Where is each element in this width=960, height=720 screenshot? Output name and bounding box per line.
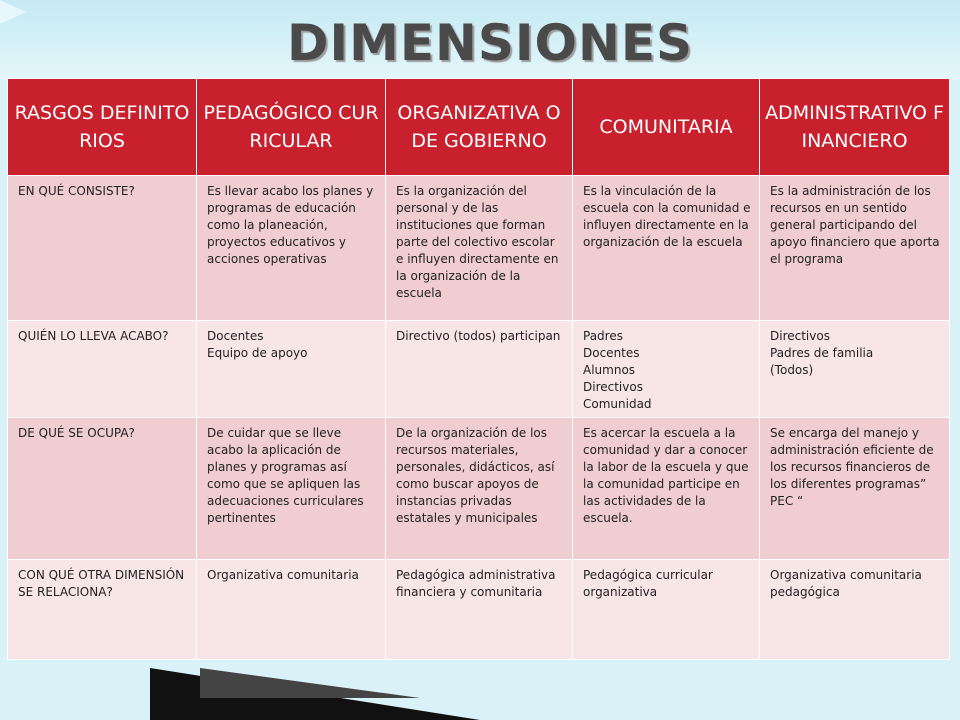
table-cell <box>760 321 950 418</box>
bottom-ribbon-decoration <box>200 668 420 698</box>
cell-line: Padres <box>583 329 623 343</box>
cell-line: Comunidad <box>583 397 652 411</box>
dimensions-table <box>7 78 950 660</box>
cell-line: Docentes <box>207 329 264 343</box>
row-label: CON QUÉ OTRA DIMENSIÓN SE RELACIONA? <box>8 560 197 660</box>
table-row <box>8 321 950 418</box>
slide-title: DIMENSIONES <box>287 14 693 72</box>
table-cell: Es la organización del personal y de las instituciones que forman parte del colectivo escolar e influyen directamente en la organización de la escuela <box>386 176 573 321</box>
cell-line: Docentes <box>583 346 640 360</box>
table-cell: Organizativa comunitaria pedagógica <box>760 560 950 660</box>
table-row <box>8 560 950 660</box>
row-label: DE QUÉ SE OCUPA? <box>8 418 197 560</box>
row-label: EN QUÉ CONSISTE? <box>8 176 197 321</box>
header-organizativa: ORGANIZATIVA O DE GOBIERNO <box>386 79 573 176</box>
header-pedagogico: PEDAGÓGICO CURRICULAR <box>197 79 386 176</box>
table-cell: Es la vinculación de la escuela con la comunidad e influyen directamente en la organización de la escuela <box>573 176 760 321</box>
table-cell: Es la administración de los recursos en un sentido general participando del apoyo financiero que aporta el programa <box>760 176 950 321</box>
cell-line: Equipo de apoyo <box>207 346 308 360</box>
table-cell: De cuidar que se lleve acabo la aplicación de planes y programas así como que se apliquen las adecuaciones curriculares pertinentes <box>197 418 386 560</box>
table-cell <box>197 321 386 418</box>
table-cell: Es llevar acabo los planes y programas de educación como la planeación, proyectos educativos y acciones operativas <box>197 176 386 321</box>
cell-line: (Todos) <box>770 363 814 377</box>
table-cell: Se encarga del manejo y administración eficiente de los recursos financieros de los diferentes programas” PEC “ <box>760 418 950 560</box>
table-cell: Es acercar la escuela a la comunidad y dar a conocer la labor de la escuela y que la comunidad participe en las actividades de la escuela. <box>573 418 760 560</box>
cell-line: Alumnos <box>583 363 636 377</box>
header-comunitaria: COMUNITARIA <box>573 79 760 176</box>
row-label: QUIÉN LO LLEVA ACABO? <box>8 321 197 418</box>
table-row <box>8 176 950 321</box>
header-administrativo: ADMINISTRATIVO FINANCIERO <box>760 79 950 176</box>
table-cell: Directivo (todos) participan <box>386 321 573 418</box>
cell-line: Directivos <box>583 380 643 394</box>
table-cell: Organizativa comunitaria <box>197 560 386 660</box>
header-row <box>8 79 950 176</box>
header-rasgos: RASGOS DEFINITORIOS <box>8 79 197 176</box>
table-cell: Pedagógica administrativa financiera y comunitaria <box>386 560 573 660</box>
table-cell: Pedagógica curricular organizativa <box>573 560 760 660</box>
cell-line: Directivos <box>770 329 830 343</box>
table-cell <box>573 321 760 418</box>
table-cell: De la organización de los recursos materiales, personales, didácticos, así como buscar apoyos de instancias privadas estatales y municipales <box>386 418 573 560</box>
table-row <box>8 418 950 560</box>
cell-line: Padres de familia <box>770 346 874 360</box>
